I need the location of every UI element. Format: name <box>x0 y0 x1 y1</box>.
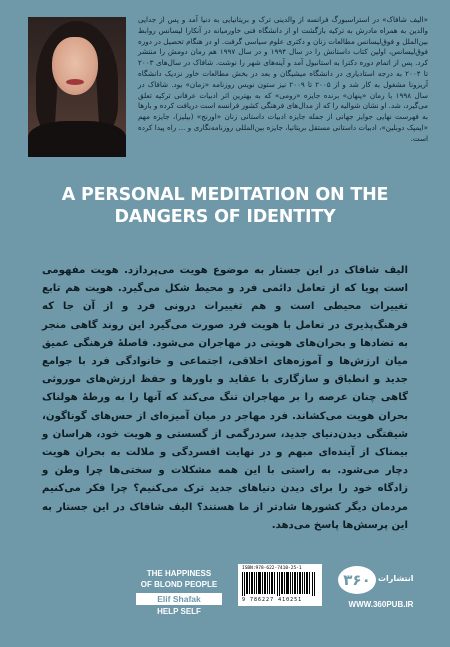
author-photo-lips <box>66 79 84 85</box>
author-photo-shoulders <box>28 121 126 157</box>
series-title-line2: OF BLOND PEOPLE <box>140 580 218 589</box>
publisher-logo-word: انتشارات <box>378 574 414 583</box>
publisher-url[interactable]: WWW.360PUB.IR <box>348 600 414 609</box>
barcode-bars <box>242 572 318 596</box>
author-photo-face <box>52 37 98 95</box>
author-bio: «الیف شافاک» در استراسبورگ فرانسه از والدینی ترک و بریتانیایی به دنیا آمد و پس از جدایی والدین به همراه مادرش به ترکیه بازگشت او از دانشگاه فنی خاورمیانه در آنکارا لیسانس روابط بین‌الملل و فوق‌لیسانس مطالعات زنان و دکتری علوم سیاسی گرفت. او در هنگام تحصیل در دوره فوق‌لیسانس، اولین کتاب داستانش را در سال ۱۹۹۴ و در سال ۱۹۹۷ هم رمان دومش را منتشر کرد. پس از اتمام دوره دکترا به استانبول آمد و آینه‌های شهر را نوشت. شافاک در سال‌های ۲۰۰۳ تا ۲۰۰۴ به درجه استادیاری در دانشگاه میشیگان و بعد در بخش مطالعات خاور نزدیک دانشگاه آریزونا مشغول به کار شد و از ۲۰۰۵ تا ۲۰۰۹ نیز ستون نویس روزنامه «زمان» بود. شافاک در سال ۱۹۹۸ با رمان «پنهان» برنده جایزه «رومی» که به بهترین اثر ادبیات عرفانی ترکیه تعلق می‌گیرد، شد. او نشان شوالیه را که از مدال‌های فرهنگی کشور فرانسه است دریافت کرده و بارها به فهرست نهایی جوایز جهانی از جمله جایزه ادبیات داستانی زنان «اورنج» (بیلیز)، جایزه مهم «ایمپک دوبلین»، ادبیات داستانی مستقل بریتانیا، جایزه بین‌المللی روزنامه‌نگاری و ... راه پیدا کرده است. <box>138 15 428 143</box>
series-author: Elif Shafak <box>136 593 222 605</box>
publisher-logo-number: ۳۶۰ <box>338 566 376 594</box>
series-block <box>130 568 228 617</box>
cover-headline: A PERSONAL MEDITATION ON THE DANGERS OF IDENTITY <box>61 185 389 227</box>
isbn-label: ISBN:978-622-7410-25-1 <box>242 566 302 571</box>
series-title-line1: THE HAPPINESS <box>146 569 212 578</box>
series-tag: HELP SELF <box>157 607 201 616</box>
publisher-logo <box>338 566 418 596</box>
book-summary: الیف شافاک در این جستار به موضوع هویت می‌پردازد. هویت مفهومی است پویا که از تعامل دائمی فرد و محیط شکل می‌گیرد. هویت هم تابع تغییرات محیطی است و هم تغییرات درونی فرد و از آن جا که فرهنگ‌پذیری در تعامل با هویت فرد صورت می‌گیرد این روند گاهی منجر به تضادها و بحران‌های هویتی در مهاجران می‌شود. فاصلهٔ فرهنگی عمیق میان ارزش‌ها و آموزه‌های اخلاقی، اجتماعی و خانوادگی فرد با جوامع جدید و انطباق و سازگاری با عقاید و باورها و حفظ ارزش‌های موروثی گاهی چنان عرصه را بر مهاجران تنگ می‌کند که آنها را به ورطهٔ هولناک بحران هویت می‌کشاند. فرد مهاجر در میان آمیزه‌ای از حس‌های گوناگون، شیفتگی دیدن‌دنیای جدید، سردرگمی از گسستی و هویت خود، هراسان و بیمناک از آینده‌ای مبهم و در نهایت افسردگی و ملالت به بحران هویت دچار می‌شود. به راستی با این همه مشکلات و سختی‌ها چرا وطن و زادگاه خود را برای دیدن دنیاهای جدید ترک می‌کنیم؟ چرا فکر می‌کنیم مردمان دیگر کشورها شادتر از ما هستند؟ الیف شافاک در این جستار به این پرسش‌ها پاسخ می‌دهد. <box>42 265 408 531</box>
barcode-numbers: 9 786227 410251 <box>242 597 303 603</box>
author-photo <box>28 17 126 157</box>
barcode <box>238 564 322 606</box>
